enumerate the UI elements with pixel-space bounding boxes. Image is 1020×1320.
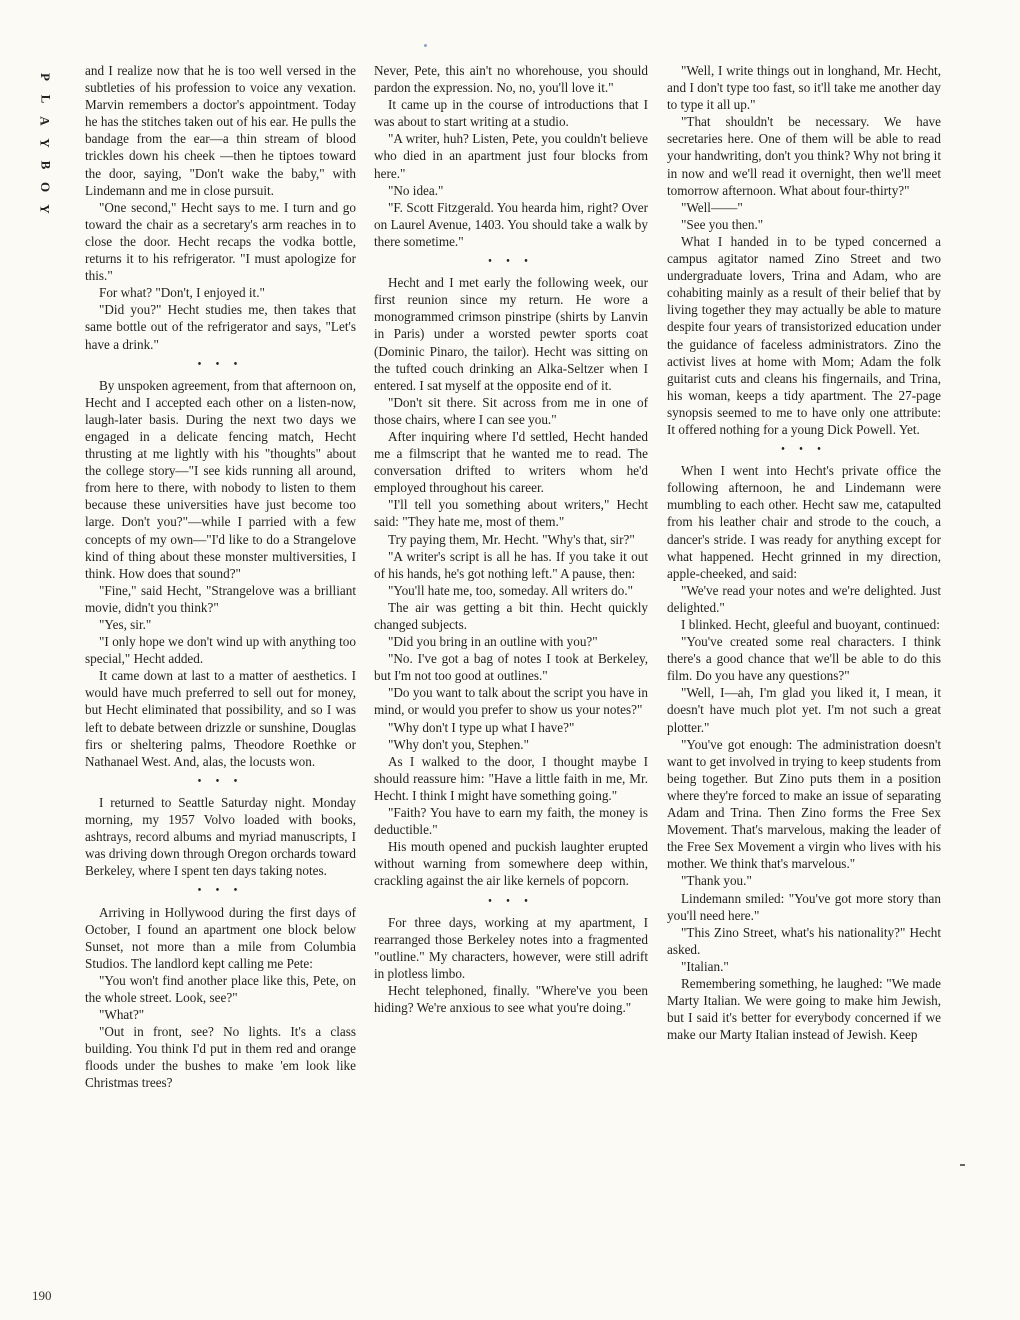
- paragraph: For three days, working at my apartment, I rearranged those Berkeley notes into a fragmented "outline." My characters, however, were still adrift in plotless limbo.: [374, 914, 648, 981]
- masthead-letter: L: [37, 94, 53, 104]
- section-break: • • •: [488, 256, 534, 268]
- paragraph: "Did you bring in an outline with you?": [388, 634, 598, 650]
- paragraph: "Out in front, see? No lights. It's a class building. You think I'd put in them red and orange floods under the bushes to make 'em look like Christmas trees?: [85, 1024, 356, 1091]
- article-column-3: [667, 62, 941, 1043]
- paragraph: It came down at last to a matter of aesthetics. I would have much preferred to sell out for money, but Hecht eliminated that possibility, and so I was left to debate between drizzle or sunshine, Douglas firs or sheltering palms, Theodore Roethke or Nathanael West. And, alas, the locusts won.: [85, 668, 356, 769]
- paragraph: Hecht and I met early the following week, our first reunion since my return. He wore a monogrammed crimson pinstripe (shirts by Lanvin in Paris) under a worsted pewter sports coat (Dominic Pinaro, the tailor). Hecht was sitting on the tufted couch drinking an Alka-Seltzer when I entered. I sat myself at the opposite end of it.: [374, 275, 648, 393]
- paragraph: "You'll hate me, too, someday. All writers do.": [388, 582, 634, 598]
- paragraph: Arriving in Hollywood during the first days of October, I found an apartment one block below Sunset, not more than a mile from Columbia Studios. The landlord kept calling me Pete:: [85, 904, 356, 971]
- paragraph: Hecht telephoned, finally. "Where've you been hiding? We're anxious to see what you're doing.": [374, 982, 648, 1016]
- paragraph: "Faith? You have to earn my faith, the money is deductible.": [374, 805, 648, 838]
- paragraph: After inquiring where I'd settled, Hecht handed me a filmscript that he wanted me to read. The conversation drifted to writers whom he'd employed throughout his career.: [374, 428, 648, 496]
- paragraph: "That shouldn't be necessary. We have secretaries here. One of them will be able to read your handwriting, don't you think? Why not bring it in now and we'll read it overnight, then we'll meet tomorrow afternoon. What about four-thirty?": [667, 114, 941, 198]
- paragraph: As I walked to the door, I thought maybe I should reassure him: "Have a little faith in me, Mr. Hecht. I think I might have something going.": [374, 753, 648, 803]
- paragraph: "Well, I write things out in longhand, Mr. Hecht, and I don't type too fast, so it'll take me another day to type it all up.": [667, 63, 941, 113]
- paragraph: "Well——": [681, 199, 743, 215]
- section-break: • • •: [197, 775, 244, 787]
- paragraph: "You won't find another place like this, Pete, on the whole street. Look, see?": [85, 972, 356, 1005]
- paragraph: "Why don't I type up what I have?": [388, 719, 575, 735]
- paragraph: "One second," Hecht says to me. I turn and go toward the chair as a secretary's arm reaches in to close the door. Hecht recaps the vodka bottle, returns it to his refrigerator. "I must apologize for this.": [85, 199, 356, 284]
- paragraph: By unspoken agreement, from that afternoon on, Hecht and I accepted each other on a listen-now, laugh-later basis. During the next two days we engaged in a delicate fencing match, Hecht thrusting at me lightly with his "thoughts" about the college story—"I see kids running all around, from here to there, with nobody to listen to them because these universities have just become too large. Don't you?"—while I parried with a few concepts of my own—"I'd like to do a Strangelove kind of thing about these monster multiversities, I think. How does that sound?": [85, 377, 356, 581]
- paragraph: I returned to Seattle Saturday night. Monday morning, my 1957 Volvo loaded with books, ashtrays, record albums and myriad manuscripts, I was driving down through Oregon orchards toward Berkeley, where I spent ten days taking notes.: [85, 794, 356, 879]
- paragraph: "I'll tell you something about writers," Hecht said: "They hate me, most of them.": [374, 497, 648, 530]
- paragraph: "No idea.": [388, 182, 444, 198]
- section-break: • • •: [197, 358, 244, 370]
- article-column-1: [85, 62, 356, 1092]
- section-break: • • •: [781, 444, 827, 456]
- paragraph: What I handed in to be typed concerned a campus agitator named Zino Street and two undergraduate lovers, Trina and Adam, who are cohabiting mainly as a result of their belief that by living together they may actually be able to mature despite four years of transistorized education under the guidance of faceless administrators. Zino the activist lives at home with Mom; Adam the folk guitarist cuts and cleans his fingernails, and Trina, his woman, keeps a tidy apartment. The 27-page synopsis seemed to me to have only one attribute: It offered nothing for a young Dick Powell. Yet.: [667, 233, 941, 437]
- masthead-letter: A: [37, 116, 53, 126]
- paragraph: "Fine," said Hecht, "Strangelove was a brilliant movie, didn't you think?": [85, 582, 356, 615]
- paragraph: "Don't sit there. Sit across from me in one of those chairs, where I can see you.": [374, 394, 648, 427]
- paragraph: "See you then.": [681, 216, 764, 232]
- paragraph: "Do you want to talk about the script you have in mind, or would you prefer to show us your notes?": [374, 685, 648, 718]
- paragraph: "We've read your notes and we're delighted. Just delighted.": [667, 582, 941, 615]
- paragraph: "Why don't you, Stephen.": [388, 736, 529, 752]
- masthead-letter: Y: [37, 138, 53, 148]
- paragraph: "This Zino Street, what's his nationality?" Hecht asked.: [667, 924, 941, 957]
- paragraph: "Yes, sir.": [99, 617, 152, 632]
- magazine-masthead: [30, 68, 60, 218]
- paragraph: Lindemann smiled: "You've got more story than you'll need here.": [667, 890, 941, 923]
- paragraph: "A writer, huh? Listen, Pete, you couldn't believe who died in an apartment just four blocks from here.": [374, 131, 648, 181]
- masthead-letter: P: [37, 73, 53, 81]
- paragraph: "F. Scott Fitzgerald. You hearda him, right? Over on Laurel Avenue, 1403. You should take a walk by there sometime.": [374, 199, 648, 249]
- paragraph: The air was getting a bit thin. Hecht quickly changed subjects.: [374, 599, 648, 632]
- page-mark: [960, 1164, 965, 1166]
- paragraph: His mouth opened and puckish laughter erupted without warning from somewhere deep within, crackling against the air like kernels of popcorn.: [374, 839, 648, 889]
- paragraph: "A writer's script is all he has. If you take it out of his hands, he's got nothing left." A pause, then:: [374, 548, 648, 581]
- paragraph: "Well, I—ah, I'm glad you liked it, I mean, it doesn't have much plot yet. I'm not such a great plotter.": [667, 685, 941, 735]
- paragraph: "You've created some real characters. I think there's a good chance that we'll be able to do this film. Do you have any questions?": [667, 634, 941, 684]
- masthead-letter: B: [37, 160, 53, 170]
- paragraph: and I realize now that he is too well versed in the subtleties of his profession to voice any vexation. Marvin remembers a doctor's appointment. Today he has the stitches taken out of his ear. He pulls the bandage from the ear—a thin stream of blood trickles down his cheek —then he tiptoes toward the door, saying, "Don't wake the baby," with Lindemann and me in close pursuit.: [85, 63, 356, 198]
- page-number: 190: [32, 1288, 52, 1303]
- section-break: • • •: [197, 885, 244, 897]
- paragraph: It came up in the course of introductions that I was about to start writing at a studio.: [374, 97, 648, 130]
- paragraph: Try paying them, Mr. Hecht. "Why's that, sir?": [388, 531, 635, 547]
- paragraph: "What?": [99, 1007, 145, 1023]
- paragraph: Remembering something, he laughed: "We made Marty Italian. We were going to make him Jewish, but I said it's better for everybody concerned if we make our Marty Italian instead of Jewish. Keep: [667, 975, 941, 1043]
- paragraph: Never, Pete, this ain't no whorehouse, you should pardon the expression. No, no, you'll love it.": [374, 63, 648, 96]
- paragraph: "You've got enough: The administration doesn't want to get involved in trying to keep students from being together. But Zino puts them in a position where they're forced to make an issue of separating Adam and Trina. Then Zino forms the Free Sex Movement. That's marvelous, making the leader of the Free Sex Movement a virgin who lives with his mother. We think that's marvelous.": [667, 736, 941, 872]
- masthead-letter: Y: [37, 204, 53, 214]
- paragraph: "I only hope we don't wind up with anything too special," Hecht added.: [85, 634, 356, 667]
- paragraph: For what? "Don't, I enjoyed it.": [99, 285, 265, 301]
- paragraph: "Thank you.": [681, 873, 752, 889]
- article-column-2: [374, 62, 648, 1016]
- paragraph: "No. I've got a bag of notes I took at Berkeley, but I'm not too good at outlines.": [374, 651, 648, 684]
- masthead-letter: O: [38, 181, 53, 193]
- section-break: • • •: [488, 895, 534, 907]
- paragraph: I blinked. Hecht, gleeful and buoyant, continued:: [681, 617, 940, 632]
- paragraph: "Did you?" Hecht studies me, then takes that same bottle out of the refrigerator and says, "Let's have a drink.": [85, 302, 356, 352]
- paragraph: When I went into Hecht's private office the following afternoon, he and Lindemann were mumbling to each other. Hecht saw me, catapulted from his leather chair and strode to the couch, a dancer's stride. I was ready for anything except for what happened. Hecht grinned in my direction, apple-cheeked, and said:: [667, 463, 941, 581]
- page-mark: [424, 44, 427, 47]
- paragraph: "Italian.": [681, 958, 729, 974]
